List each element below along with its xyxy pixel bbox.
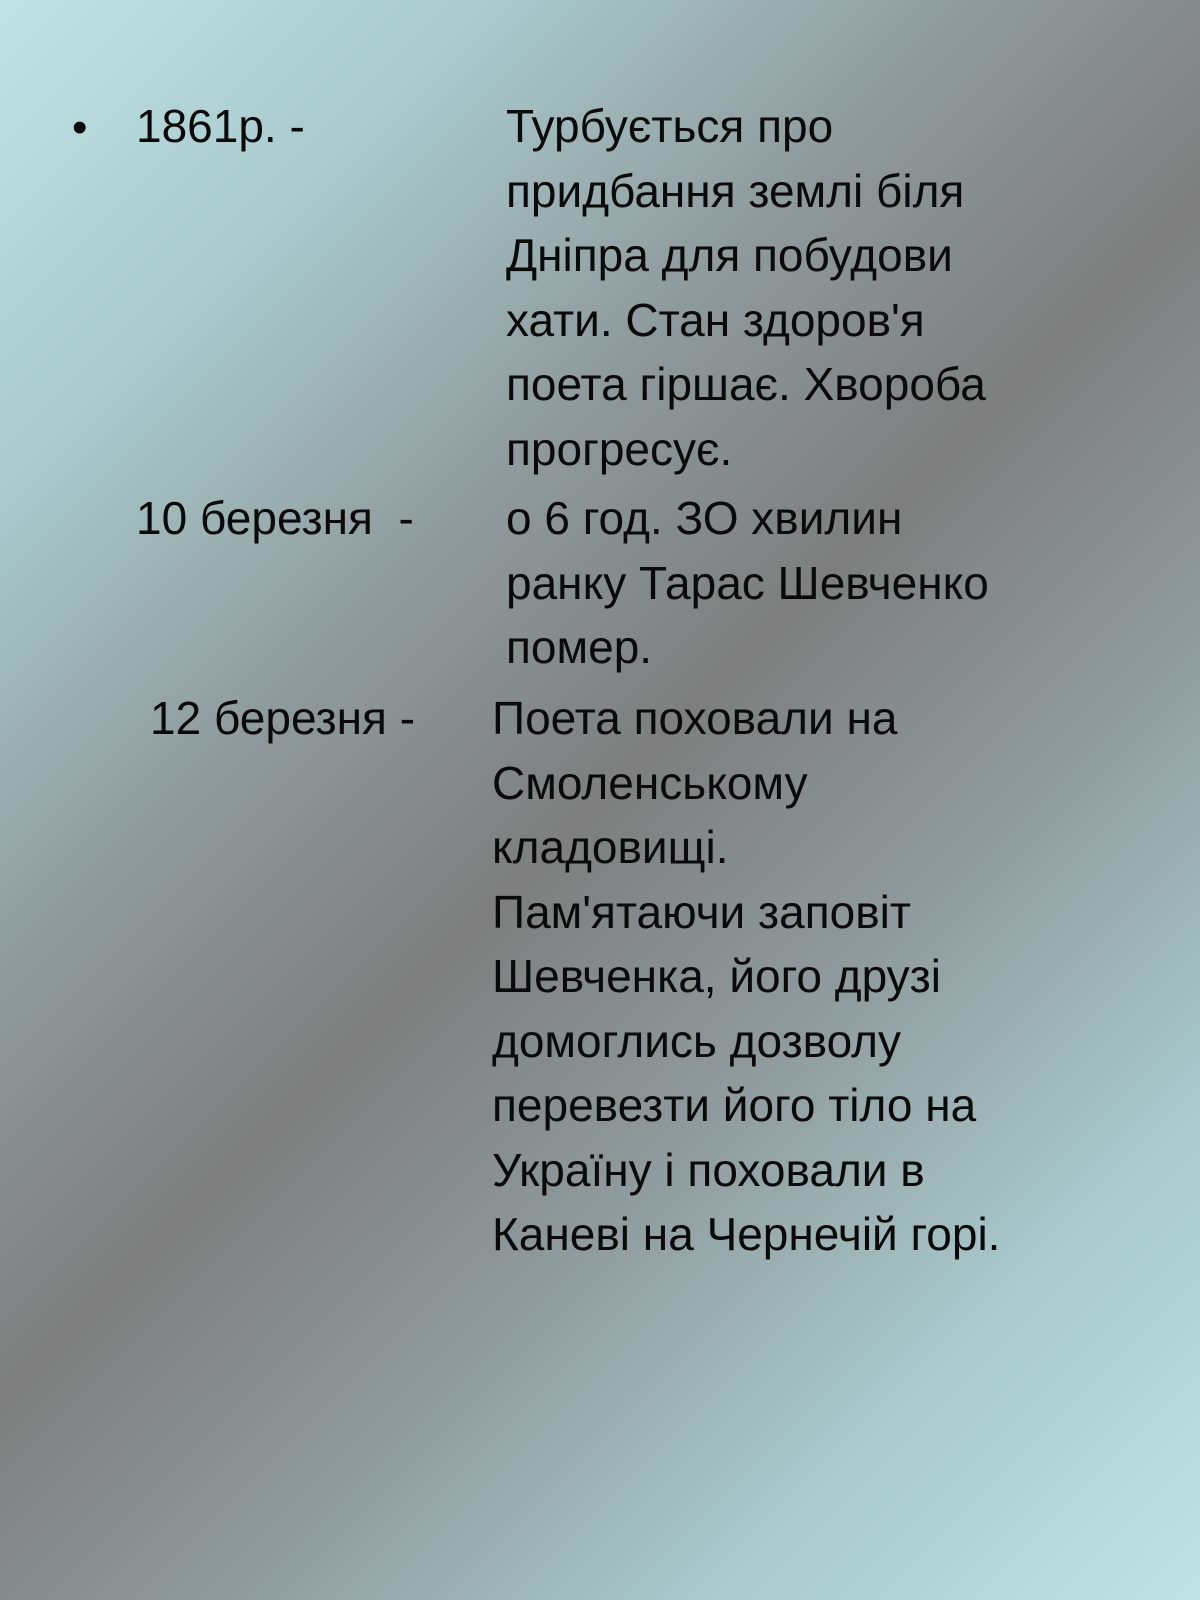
- description-line: ранку Тарас Шевченко: [506, 556, 989, 609]
- entry-date: 10 березня -: [136, 492, 414, 544]
- description-line: о 6 год. ЗО хвилин: [506, 492, 903, 544]
- description-line: прогресує.: [506, 422, 733, 475]
- entry-description: [492, 686, 1000, 1267]
- description-line: Шевченка, його друзі: [492, 950, 941, 1002]
- entry-description: [506, 94, 986, 481]
- description-line: перевезти його тіло на: [492, 1079, 977, 1131]
- description-line: Поета поховали на: [492, 692, 898, 744]
- entry-date: 1861р. -: [136, 100, 305, 152]
- description-line: помер.: [506, 621, 653, 673]
- description-line: Україну і поховали в: [492, 1143, 925, 1196]
- description-line: придбання землі біля: [506, 164, 965, 217]
- description-line: поета гіршає. Хвороба: [506, 358, 986, 410]
- description-line: домоглись дозволу: [492, 1014, 902, 1067]
- bullet-marker: •: [72, 103, 88, 152]
- description-line: хати. Стан здоров'я: [506, 293, 925, 346]
- description-line: Смоленському: [492, 756, 808, 809]
- description-line: Пам'ятаючи заповіт: [492, 885, 911, 938]
- description-line: Турбується про: [506, 100, 834, 152]
- entry-description: [506, 486, 989, 680]
- description-line: кладовищі.: [492, 821, 729, 873]
- entry-date: 12 березня -: [150, 692, 416, 744]
- description-line: Дніпра для побудови: [506, 229, 953, 281]
- description-line: Каневі на Чернечій горі.: [492, 1208, 1001, 1260]
